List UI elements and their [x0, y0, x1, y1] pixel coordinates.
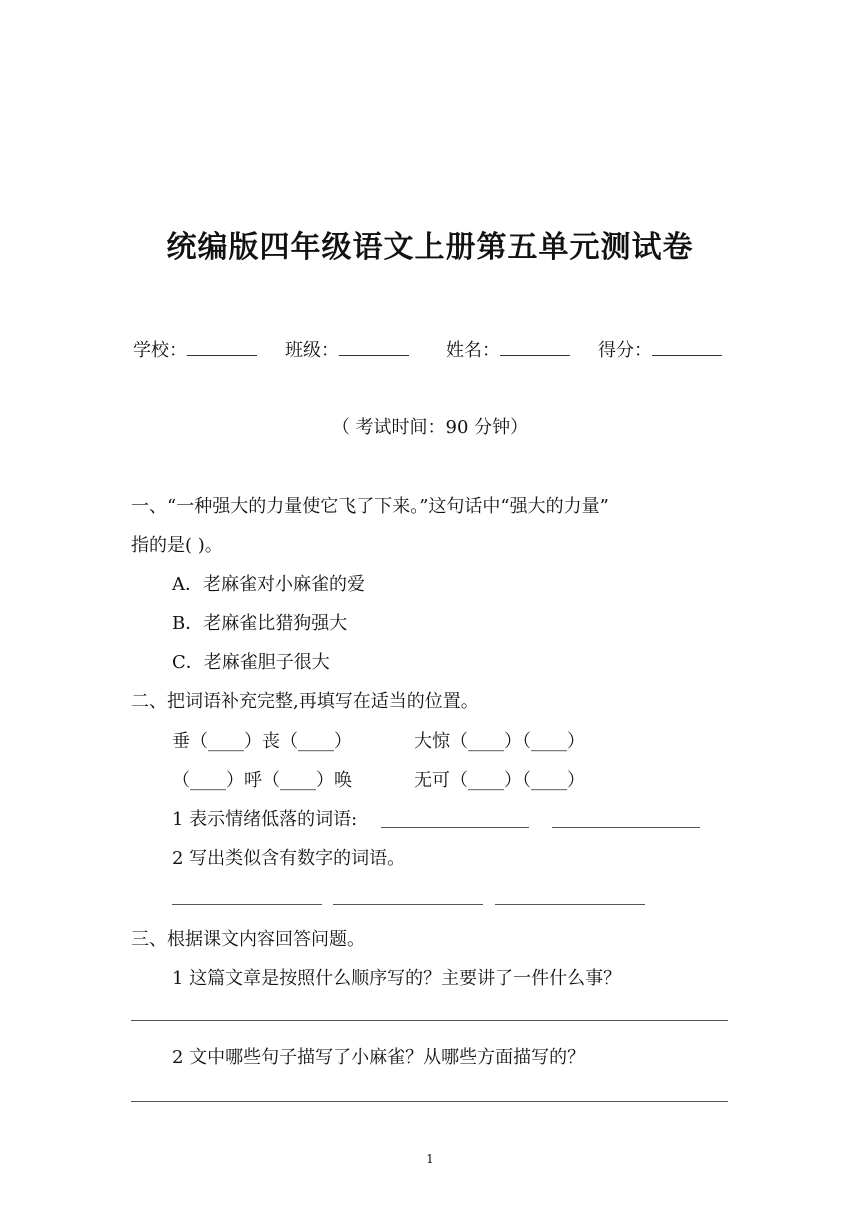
q2-heading: 二、把词语补充完整,再填写在适当的位置。: [131, 691, 479, 712]
q1-stem-line2: 指的是( )。: [131, 535, 223, 556]
q1-option-c: C．老麻雀胆子很大: [172, 652, 330, 673]
name-blank[interactable]: [500, 355, 570, 356]
name-field: [446, 336, 570, 362]
q2-sub2-answer-line-2[interactable]: [333, 904, 483, 905]
score-blank[interactable]: [652, 355, 722, 356]
q1-stem-line1: 一、“一种强大的力量使它飞了下来。”这句话中“强大的力量”: [131, 496, 609, 517]
exam-time: （ 考试时间：90 分钟）: [331, 417, 529, 438]
q2-word-4: 无可（____）（____）: [414, 770, 585, 791]
q1-option-a: A．老麻雀对小麻雀的爱: [172, 574, 365, 595]
q3-sub2-answer-line[interactable]: [131, 1101, 728, 1102]
q2-sub1-label: 1 表示情绪低落的词语:: [172, 809, 358, 830]
name-label: 姓名：: [446, 340, 500, 361]
q2-sub1-answer-line-2[interactable]: [552, 827, 700, 828]
school-label: 学校：: [133, 340, 187, 361]
page-number: 1: [426, 1152, 434, 1166]
q2-sub1-answer-line-1[interactable]: [381, 827, 529, 828]
score-field: [598, 336, 722, 362]
class-field: [285, 336, 409, 362]
q1-option-b: B．老麻雀比猎狗强大: [172, 613, 348, 634]
q3-heading: 三、根据课文内容回答问题。: [131, 929, 365, 950]
score-label: 得分：: [598, 340, 652, 361]
class-blank[interactable]: [339, 355, 409, 356]
class-label: 班级：: [285, 340, 339, 361]
page-title: 统编版四年级语文上册第五单元测试卷: [166, 230, 694, 265]
q2-sub2-answer-line-3[interactable]: [495, 904, 645, 905]
q2-word-3: （____）呼（____）唤: [172, 770, 352, 791]
q3-sub1: 1 这篇文章是按照什么顺序写的？主要讲了一件什么事？: [172, 968, 622, 989]
q2-sub2-answer-line-1[interactable]: [172, 904, 322, 905]
q3-sub2: 2 文中哪些句子描写了小麻雀？从哪些方面描写的？: [172, 1047, 586, 1068]
school-field: [133, 336, 257, 362]
q2-word-1: 垂（____）丧（____）: [172, 731, 352, 752]
q3-sub1-answer-line[interactable]: [131, 1020, 728, 1021]
q2-sub1: [172, 805, 357, 831]
school-blank[interactable]: [187, 355, 257, 356]
q2-word-2: 大惊（____）（____）: [414, 731, 585, 752]
q2-sub2: 2 写出类似含有数字的词语。: [172, 848, 406, 869]
